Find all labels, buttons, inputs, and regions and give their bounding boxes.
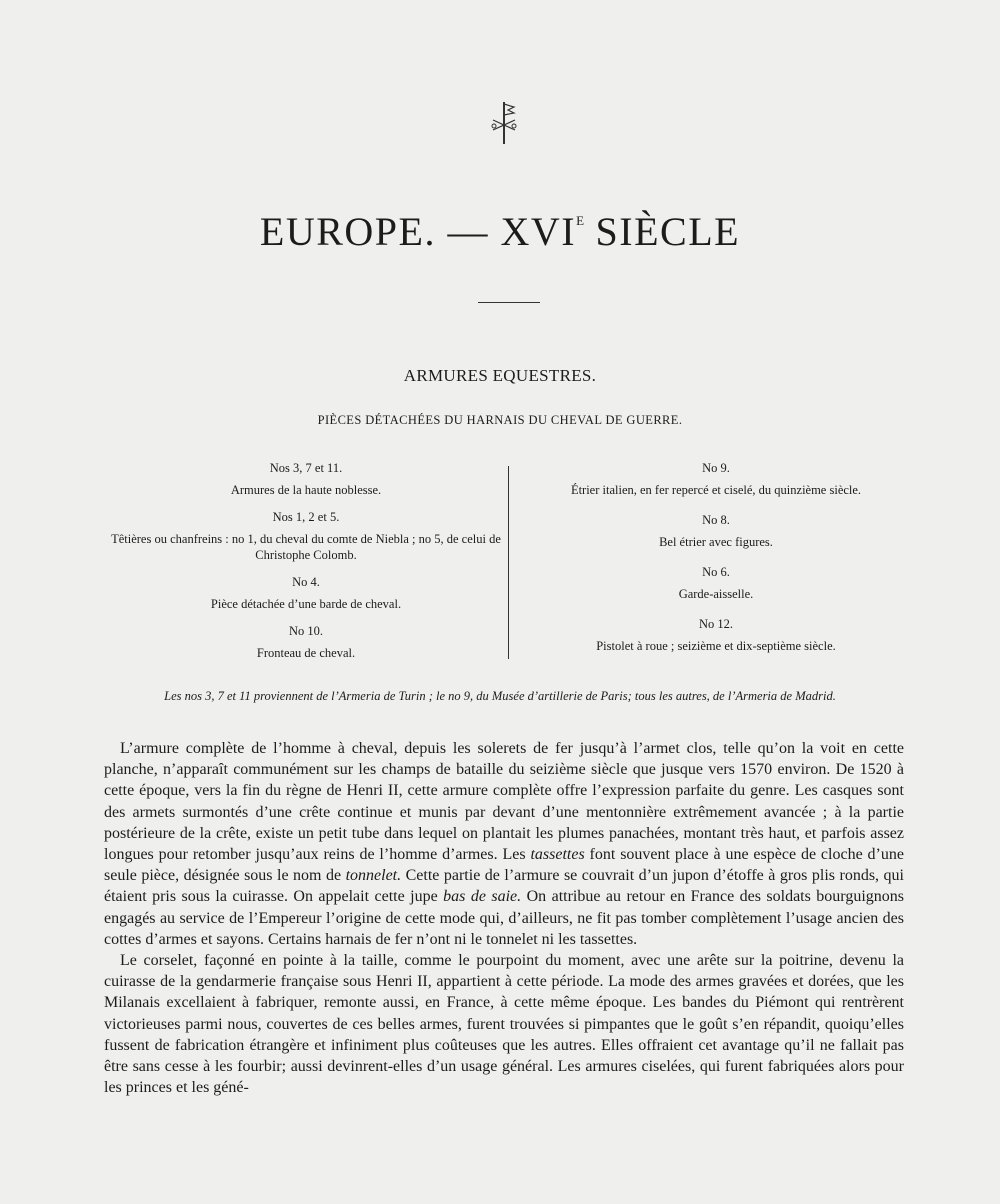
paragraph: Le corselet, façonné en pointe à la taille, comme le pourpoint du moment, avec une arête sur la poitrine, devenu la cuirasse de la gendarmerie française sous Henri II, appartient à cette période. La mode des armes gravées et dorées, que les Milanais excellaient à fabriquer, remonte aussi, en France, à cette même époque. Les bandes du Piémont qui rentrèrent victorieuses parmi nous, couvertes de ces belles armes, furent trouvées si pimpantes que le goût s’en répandit, quoiqu’elles fussent de fabrication étrangère et infiniment plus coûteuses que les autres. Elles offraient cet avantage qu’il ne fallait pas être sans cesse à les fourbir; aussi devinrent-elles d’un usage général. Les armures ciselées, qui furent fabriquées alors pour les princes et les géné- (104, 952, 904, 1097)
legend-number: No 8. (702, 513, 730, 527)
plate-subtitle: ARMURES EQUESTRES. (403, 366, 597, 385)
legend-right-column (516, 460, 916, 668)
legend-description: Bel étrier avec figures. (659, 535, 773, 549)
legend-number: Nos 1, 2 et 5. (272, 510, 340, 524)
body-text (104, 738, 904, 1098)
legend-number: No 4. (292, 575, 320, 589)
legend-entry (516, 460, 916, 498)
paragraph: L’armure complète de l’homme à cheval, depuis les solerets de fer jusqu’à l’armet clos, telle qu’on la voit en cette planche, n’apparaît communément sur les champs de bataille du seizième siècle que jusque vers 1570 environ. De 1520 à cette époque, vers la fin du règne de Henri II, cette armure complète offre l’expression parfaite du genre. Les casques sont des armets surmontés d’une crête continue et munis par devant d’une mentonnière extrêmement avancée ; à la partie postérieure de la crête, existe un petit tube dans lequel on plantait les plumes panachées, montant très haut, et parfois assez longues pour retomber jusqu’aux reins de l’homme d’armes. Les tassettes font souvent place à une espèce de cloche d’une seule pièce, désignée sous le nom de tonnelet. Cette partie de l’armure se couvrait d’un jupon d’étoffe à gros plis ronds, qui étaient pris sous la cuirasse. On appelait cette jupe bas de saie. On attribue au retour en France des soldats bourguignons engagés au service de l’Empereur l’origine de cette mode qui, d’ailleurs, ne fit pas tomber complètement l’usage ancien des cottes d’armes et sayons. Certains harnais de fer n’ont ni le tonnelet ni les tassettes. (104, 740, 905, 948)
plate-subheading: PIÈCES DÉTACHÉES DU HARNAIS DU CHEVAL DE GUERRE. (317, 413, 683, 427)
provenance-note: Les nos 3, 7 et 11 proviennent de l’Armeria de Turin ; le no 9, du Musée d’artillerie de Paris; tous les autres, de l’Armeria de Madrid. (164, 689, 836, 703)
legend-description: Garde-aisselle. (678, 587, 754, 601)
legend-entry (516, 564, 916, 602)
crossed-swords-ornament-icon (488, 98, 528, 148)
legend-entry (108, 574, 504, 612)
legend-entry (108, 623, 504, 661)
legend-number: No 12. (698, 617, 734, 631)
legend-description: Fronteau de cheval. (256, 646, 356, 660)
legend-entry (516, 512, 916, 550)
legend-entry (108, 509, 504, 563)
legend-description: Armures de la haute noblesse. (230, 483, 382, 497)
legend-description: Têtières ou chanfreins : no 1, du cheval du comte de Niebla ; no 5, de celui de Christophe Colomb. (111, 532, 501, 562)
legend-description: Étrier italien, en fer reperсé et ciselé, du quinzième siècle. (570, 483, 862, 497)
page-title: EUROPE. — $XVI^E$ SIÈCLE (259, 209, 741, 254)
legend-left-column (108, 460, 504, 672)
legend-number: No 6. (702, 565, 730, 579)
legend-number: No 9. (702, 461, 730, 475)
legend-description: Pistolet à roue ; seizième et dix-septième siècle. (596, 639, 836, 653)
legend-description: Pièce détachée d’une barde de cheval. (210, 597, 402, 611)
legend-number: No 10. (288, 624, 324, 638)
legend-entry (108, 460, 504, 498)
legend-number: Nos 3, 7 et 11. (269, 461, 343, 475)
title-divider (478, 302, 540, 303)
legend-entry (516, 616, 916, 654)
column-divider (508, 466, 509, 659)
